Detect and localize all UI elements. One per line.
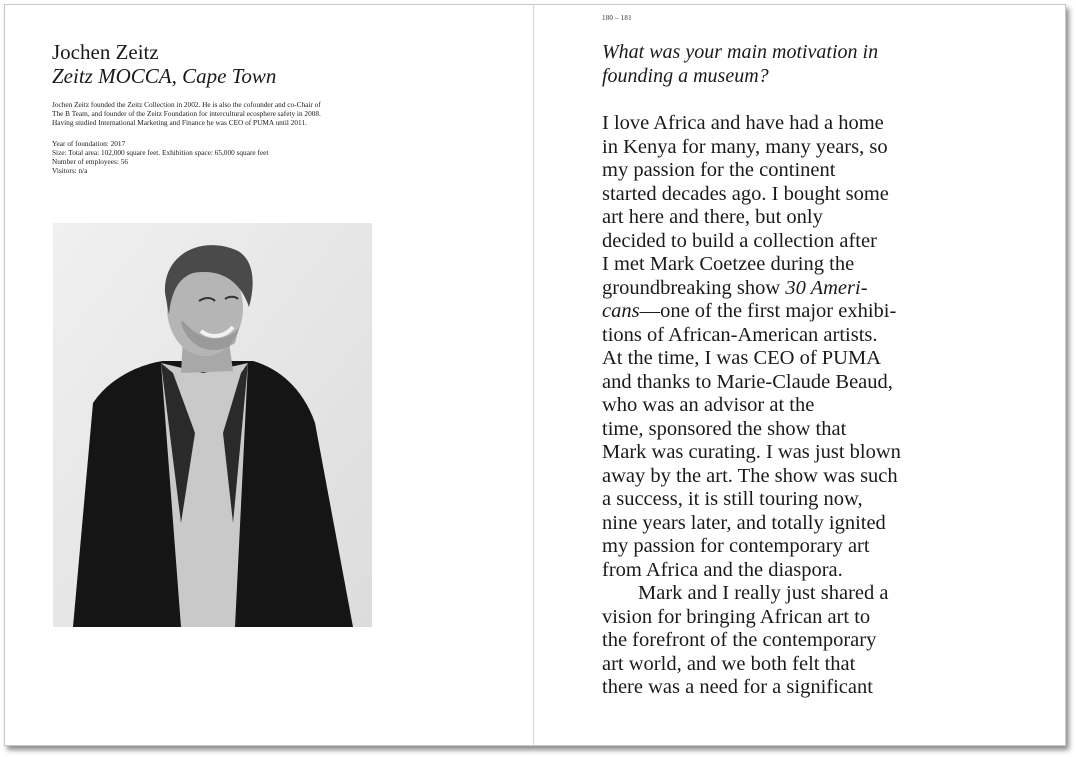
- book-gutter: [533, 4, 534, 745]
- answer-line: started decades ago. I bought some: [602, 182, 889, 205]
- answer-line: a success, it is still touring now,: [602, 488, 863, 510]
- interviewee-name: Jochen Zeitz: [52, 40, 159, 64]
- page-numbers: 180 – 181: [602, 14, 632, 22]
- museum-facts: [52, 139, 357, 175]
- answer-line: who was an advisor at the: [602, 394, 815, 416]
- answer-line: I met Mark Coetzee during the: [602, 253, 855, 275]
- answer-line: decided to build a collection after: [602, 229, 877, 252]
- fact-foundation-year: Year of foundation: 2017: [52, 139, 126, 148]
- show-title-part2: cans: [602, 300, 640, 322]
- bio-line: The B Team, and founder of the Zeitz Foundation for intercultural ecosphere safety in 2008.: [52, 109, 321, 118]
- interview-answer: [602, 112, 932, 700]
- answer-line: At the time, I was CEO of PUMA: [602, 347, 882, 369]
- fact-employees: Number of employees: 56: [52, 157, 128, 166]
- answer-line: art here and there, but only: [602, 206, 823, 228]
- question-line: What was your main motivation in: [602, 41, 879, 63]
- question-line: founding a museum?: [602, 65, 769, 87]
- bio-line: Having studied International Marketing and Finance he was CEO of PUMA until 2011.: [52, 118, 307, 127]
- answer-line: in Kenya for many, many years, so: [602, 135, 888, 158]
- show-title-part1: 30 Ameri-: [785, 276, 868, 299]
- answer-line: nine years later, and totally ignited: [602, 511, 886, 534]
- show-line-pre: groundbreaking show: [602, 276, 786, 299]
- answer-line-show: [602, 277, 932, 301]
- answer-line: from Africa and the diaspora.: [602, 558, 843, 581]
- answer-line: and thanks to Marie-Claude Beaud,: [602, 370, 893, 393]
- answer-line: tions of African-American artists.: [602, 323, 878, 346]
- answer-line: time, sponsored the show that: [602, 417, 847, 440]
- museum-name: Zeitz MOCCA, Cape Town: [52, 64, 277, 88]
- answer-line: art world, and we both felt that: [602, 652, 856, 675]
- answer-line: my passion for contemporary art: [602, 535, 870, 557]
- interview-question: [602, 40, 902, 88]
- show-line-post: —one of the first major exhibi-: [639, 300, 897, 322]
- bio-line: Jochen Zeitz founded the Zeitz Collection in 2002. He is also the cofounder and co-Chair of: [52, 100, 321, 109]
- portrait-photo: [53, 223, 372, 627]
- answer-line: my passion for the continent: [602, 159, 836, 181]
- answer-line: away by the art. The show was such: [602, 464, 898, 487]
- answer-line: the forefront of the contemporary: [602, 629, 877, 651]
- answer-line: Mark and I really just shared a: [638, 582, 889, 604]
- answer-line-show-cont: [602, 300, 932, 324]
- portrait-illustration: [53, 223, 372, 627]
- bio-paragraph: [52, 100, 357, 127]
- answer-line: I love Africa and have had a home: [602, 112, 884, 134]
- fact-visitors: Visitors: n/a: [52, 166, 88, 175]
- answer-line: there was a need for a significant: [602, 676, 873, 698]
- answer-line: vision for bringing African art to: [602, 605, 871, 628]
- answer-line: Mark was curating. I was just blown: [602, 441, 901, 463]
- fact-size: Size: Total area: 102,000 square feet. Exhibition space: 65,000 square feet: [52, 148, 269, 157]
